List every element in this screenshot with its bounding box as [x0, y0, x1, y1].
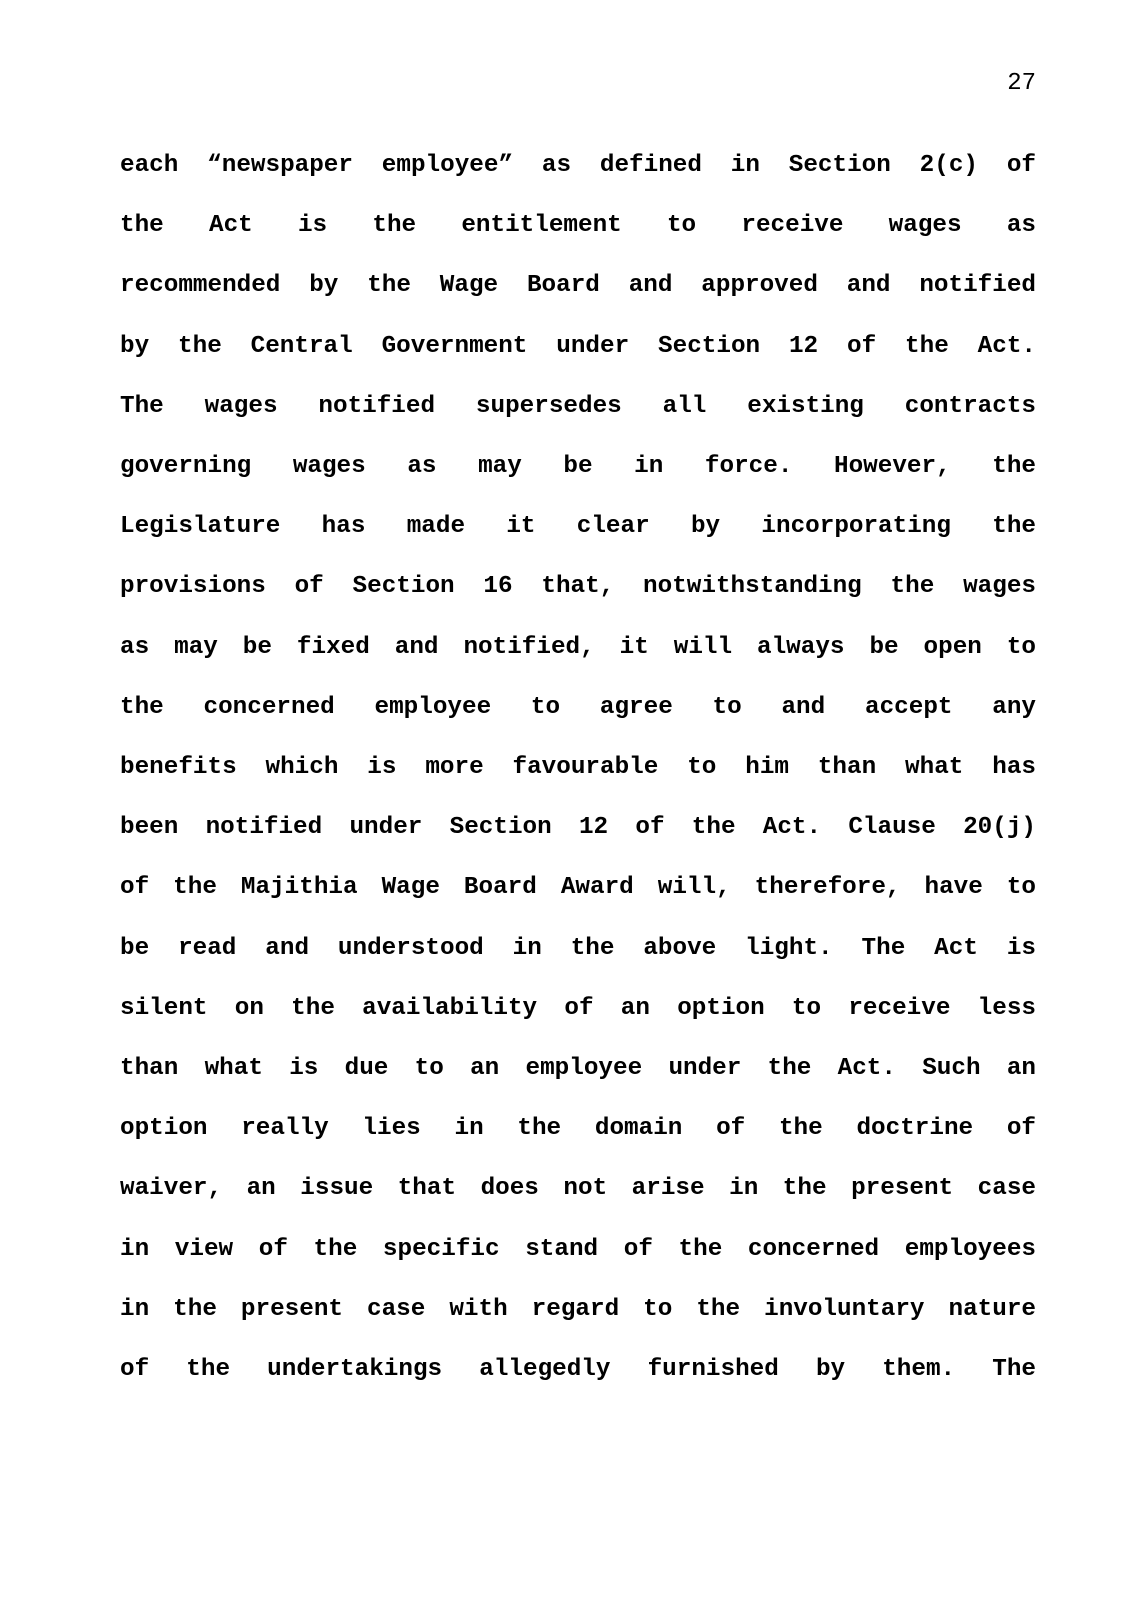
text-line: recommended by the Wage Board and approved and notified: [120, 272, 1036, 300]
text-line: waiver, an issue that does not arise in the present case: [120, 1175, 1036, 1203]
text-line: of the undertakings allegedly furnished by them. The: [120, 1356, 1036, 1384]
body-paragraph: [120, 136, 1036, 1400]
text-line: option really lies in the domain of the doctrine of: [120, 1115, 1036, 1143]
text-line: Legislature has made it clear by incorporating the: [120, 513, 1036, 541]
text-line: each “newspaper employee” as defined in Section 2(c) of: [120, 152, 1036, 179]
text-line: in view of the specific stand of the concerned employees: [120, 1235, 1036, 1263]
text-line: provisions of Section 16 that, notwithstanding the wages: [120, 573, 1036, 601]
text-line: governing wages as may be in force. However, the: [120, 453, 1036, 481]
text-line: be read and understood in the above light. The Act is: [120, 934, 1036, 962]
text-line: benefits which is more favourable to him than what has: [120, 754, 1036, 782]
text-line: silent on the availability of an option to receive less: [120, 994, 1036, 1022]
text-line: in the present case with regard to the involuntary nature: [120, 1295, 1036, 1323]
text-line: of the Majithia Wage Board Award will, therefore, have to: [120, 874, 1036, 902]
text-line: The wages notified supersedes all existing contracts: [120, 392, 1036, 420]
text-line: than what is due to an employee under the Act. Such an: [120, 1055, 1036, 1083]
text-line: the Act is the entitlement to receive wages as: [120, 212, 1036, 240]
text-line: been notified under Section 12 of the Act. Clause 20(j): [120, 814, 1036, 842]
text-line: as may be fixed and notified, it will always be open to: [120, 633, 1036, 661]
text-line: by the Central Government under Section 12 of the Act.: [120, 332, 1036, 360]
page-number: 27: [1007, 70, 1036, 97]
text-line: the concerned employee to agree to and accept any: [120, 693, 1036, 721]
